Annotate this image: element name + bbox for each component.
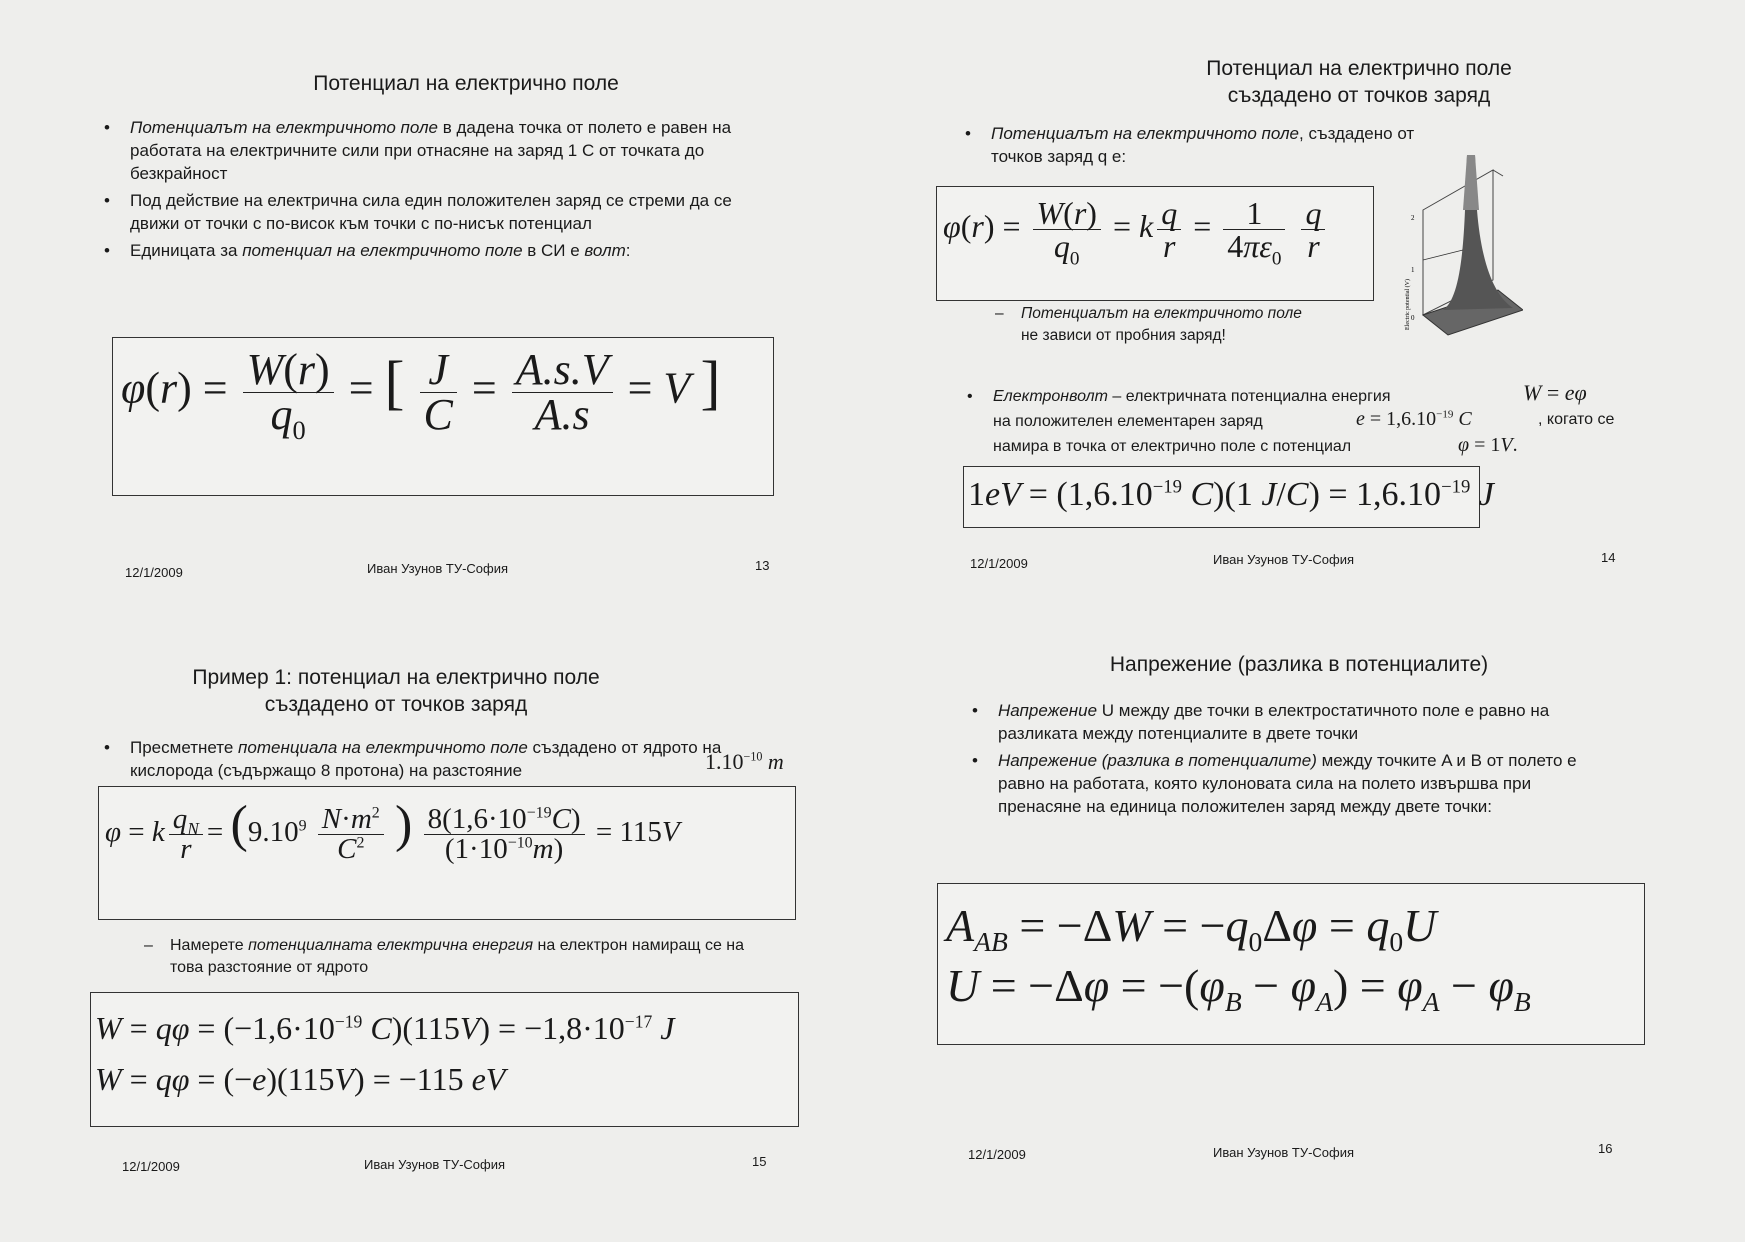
- page-number: 15: [752, 1154, 767, 1169]
- plot-tick: 0: [1411, 314, 1415, 322]
- footer-author: Иван Узунов ТУ-София: [367, 561, 509, 576]
- footer-date: 12/1/2009: [125, 565, 183, 580]
- bullet: • Електронволт – електричната потенциална енергия на положителен елементарен заряд намира в точка от електрично поле с потенциал: [963, 384, 1523, 459]
- plot-tick: 2: [1411, 214, 1415, 222]
- formula-point-charge: φ(r) = $\frac{W(r)}{q_0}$ = k $\frac{q}{r}$ = $\frac{1}{4\pi\varepsilon_0}$ $\frac{q}{r}$: [943, 197, 1329, 262]
- slide-16: [873, 621, 1745, 1242]
- formula-potential-unit: φ(r) = $\frac{W(r)}{q_0}$ = [ $\frac{J}{C}$ = $\frac{A.s.V}{A.s}$ = V ]: [121, 345, 721, 445]
- slide-15-title: Пример 1: потенциал на електрично поле създадено от точков заряд: [192, 666, 600, 716]
- formula-box-potential-unit: [112, 337, 774, 496]
- slide-13: [0, 0, 872, 621]
- bullet: • Потенциалът на електричното поле, създадено от точков заряд q е:: [961, 122, 1441, 168]
- slide-14-title: Потенциал на електрично поле създадено от точков заряд: [1206, 57, 1512, 107]
- slide-13-title: Потенциал на електрично поле: [313, 72, 619, 95]
- slide-15-bullet-1: [100, 736, 740, 786]
- bullet: • Под действие на електрична сила един положителен заряд се стреми да се движи от точки с по-висок към точки с по-нисък потенциал: [100, 189, 780, 235]
- potential-3d-plot: [1403, 150, 1523, 340]
- formula-w-e-phi: W = eφ: [1523, 380, 1587, 405]
- slide-14-dash: [991, 303, 1411, 351]
- text-when: , когато се: [1538, 411, 1615, 428]
- formula-voltage: $A_{AB} = -\Delta W = -q_0\Delta\varphi = q_0U$ $U = -\Delta\varphi = -(\varphi_B - \varphi_A) = \varphi_A - \varphi_B$: [946, 900, 1531, 1017]
- plot-tick: 1: [1411, 266, 1415, 274]
- footer-date: 12/1/2009: [968, 1147, 1026, 1162]
- slide-16-bullets: [968, 699, 1608, 822]
- footer-author: Иван Узунов ТУ-София: [1213, 552, 1355, 567]
- formula-energy: $W = q\varphi = (-1,6\cdot 10^{-19}$ $C)(115V) = -1,8\cdot 10^{-17}$ J W = qφ = (−e)(115V) = −115 eV: [95, 1010, 675, 1098]
- slide-13-bullets: [100, 116, 780, 266]
- formula-box-voltage: [937, 883, 1645, 1045]
- slide-14: [873, 0, 1745, 621]
- formula-phi-1v: φ = 1V.: [1458, 434, 1518, 456]
- bullet: • Напрежение U между две точки в електростатичното поле е равно на разликата между потенциалите в двете точки: [968, 699, 1608, 745]
- slide-14-bullet-1: [961, 122, 1441, 172]
- formula-box-point-charge: [936, 186, 1374, 301]
- footer-author: Иван Узунов ТУ-София: [1213, 1145, 1355, 1160]
- slide-16-title: Напрежение (разлика в потенциалите): [1109, 653, 1489, 676]
- formula-elementary-charge: $e = 1,6.10^{-19}$ C: [1356, 408, 1472, 430]
- page-number: 13: [755, 558, 770, 573]
- bullet: • Потенциалът на електричното поле в дадена точка от полето е равен на работата на електричните сили при отнасяне на заряд 1 C от точката до безкрайност: [100, 116, 780, 185]
- plot-axis-label: Electric potential (V): [1405, 279, 1411, 330]
- formula-box-electronvolt: [963, 466, 1494, 528]
- page-number: 16: [1598, 1141, 1613, 1156]
- footer-author: Иван Узунов ТУ-София: [364, 1157, 506, 1172]
- sub-bullet: – Намерете потенциалната електрична енергия на електрон намиращ се на това разстояние от ядрото: [140, 935, 780, 979]
- page-number: 14: [1601, 550, 1616, 565]
- slide-15: [0, 621, 872, 1242]
- sub-bullet: – Потенциалът на електричното поле не зависи от пробния заряд!: [991, 303, 1411, 347]
- bullet: • Напрежение (разлика в потенциалите) между точките A и B от полето е равно на работата, която кулоновата сила на полето извършва при пренасяне на единица положителен заряд между двете точки:: [968, 749, 1608, 818]
- bullet: • Пресметнете потенциала на електричното поле създадено от ядрото на кислорода (съдържащо 8 протона) на разстояние: [100, 736, 740, 782]
- bullet: • Единицата за потенциал на електричното поле в СИ е волт:: [100, 239, 780, 262]
- formula-box-oxygen-potential: [98, 786, 796, 920]
- slide-15-dash: [140, 935, 780, 983]
- formula-electronvolt: $1eV = (1,6.10^{-19}$ C)(1 $J/C) = 1,6.10^{-19}$ J: [968, 476, 1494, 513]
- footer-date: 12/1/2009: [122, 1159, 180, 1174]
- formula-box-energy: [90, 992, 799, 1127]
- formula-oxygen-potential: φ = k $\frac{q_N}{r}$ = (9.10$^9$ $\frac{N\cdot m^2}{C^2}$ ) $\frac{8(1,6\cdot 10^{-19}C)}{(1\cdot 10^{-10}m)}$ = 115V: [105, 796, 680, 865]
- formula-distance: $1.10^{-10}$ m: [705, 749, 784, 774]
- footer-date: 12/1/2009: [970, 556, 1028, 571]
